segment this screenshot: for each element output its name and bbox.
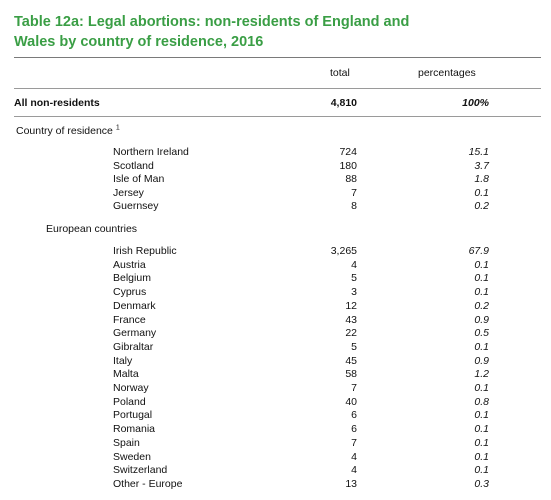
table-row <box>0 244 551 258</box>
row-label: Portugal <box>113 409 153 422</box>
row-total: 7 <box>351 382 357 394</box>
title-line-2: Wales by country of residence, 2016 <box>14 34 264 50</box>
row-percentage: 100% <box>462 97 489 109</box>
row-percentage: 1.8 <box>474 173 489 185</box>
row-percentage: 0.1 <box>474 286 489 299</box>
top-rule <box>14 57 541 58</box>
row-percentage: 0.2 <box>474 299 489 312</box>
row-percentage: 15.1 <box>468 146 489 158</box>
row-percentage: 0.8 <box>474 395 489 408</box>
row-percentage: 0.1 <box>474 340 489 353</box>
row-total: 180 <box>339 159 357 172</box>
table-row <box>0 367 551 381</box>
table-row <box>0 463 551 477</box>
row-total: 7 <box>351 186 357 199</box>
table-row <box>0 450 551 464</box>
table-title <box>14 12 534 52</box>
table-row <box>0 145 551 159</box>
row-percentage: 0.1 <box>474 464 489 477</box>
row-total: 3 <box>351 286 357 299</box>
row-label: Switzerland <box>113 464 168 477</box>
row-total: 7 <box>351 436 357 449</box>
row-total: 12 <box>345 299 357 312</box>
row-label: Austria <box>113 258 146 271</box>
row-total: 5 <box>351 340 357 353</box>
row-total: 4,810 <box>330 97 357 109</box>
row-label: Gibraltar <box>113 340 154 353</box>
row-total: 13 <box>345 477 357 490</box>
row-percentage: 0.1 <box>474 436 489 449</box>
row-label: Italy <box>113 354 133 367</box>
row-total: 40 <box>345 395 357 408</box>
row-label: Romania <box>113 423 156 436</box>
header-rule <box>14 88 541 89</box>
table-row <box>0 477 551 491</box>
row-label: Spain <box>113 436 140 449</box>
table-row <box>0 395 551 409</box>
row-percentage: 0.1 <box>474 423 489 436</box>
row-label: Other - Europe <box>113 477 183 490</box>
row-total: 5 <box>351 272 357 285</box>
row-total: 4 <box>351 258 357 271</box>
table-row <box>0 199 551 213</box>
footnote-marker: 1 <box>115 124 120 132</box>
row-percentage: 0.3 <box>474 477 489 490</box>
row-label: Norway <box>113 382 149 394</box>
table-row <box>0 408 551 422</box>
table-row <box>0 326 551 340</box>
row-percentage: 0.1 <box>474 450 489 463</box>
row-label: Denmark <box>113 299 156 312</box>
row-total: 3,265 <box>330 245 357 257</box>
table-row <box>0 299 551 313</box>
row-label: Malta <box>113 368 139 381</box>
row-percentage: 67.9 <box>468 245 489 257</box>
row-label: All non-residents <box>14 97 100 109</box>
table-row <box>0 381 551 395</box>
column-header-total: total <box>330 67 350 79</box>
row-label: Northern Ireland <box>113 146 189 158</box>
row-total: 6 <box>351 409 357 422</box>
row-total: 43 <box>345 313 357 326</box>
row-total: 8 <box>351 200 357 212</box>
row-total: 45 <box>345 354 357 367</box>
row-percentage: 0.1 <box>474 382 489 394</box>
row-percentage: 0.1 <box>474 258 489 271</box>
all-non-residents-row <box>0 96 551 110</box>
row-label: France <box>113 313 146 326</box>
row-label: Jersey <box>113 186 144 199</box>
row-total: 724 <box>339 146 357 158</box>
table-row <box>0 436 551 450</box>
row-label: Sweden <box>113 450 151 463</box>
all-row-rule <box>14 116 541 117</box>
column-header-percentages: percentages <box>418 67 476 79</box>
row-label: Irish Republic <box>113 245 177 257</box>
table-row <box>0 340 551 354</box>
row-total: 4 <box>351 450 357 463</box>
table-row <box>0 186 551 200</box>
row-percentage: 0.5 <box>474 327 489 340</box>
table-row <box>0 285 551 299</box>
row-label: Belgium <box>113 272 151 285</box>
row-total: 88 <box>345 173 357 185</box>
row-percentage: 0.1 <box>474 186 489 199</box>
row-label: Isle of Man <box>113 173 165 185</box>
row-label: Scotland <box>113 159 154 172</box>
section-label: Country of residence <box>16 125 113 137</box>
row-percentage: 3.7 <box>474 159 489 172</box>
row-label: Germany <box>113 327 157 340</box>
table-row <box>0 313 551 327</box>
section-country-of-residence <box>16 124 120 138</box>
row-percentage: 0.2 <box>474 200 489 212</box>
table-row <box>0 354 551 368</box>
row-label: Cyprus <box>113 286 147 299</box>
row-percentage: 0.1 <box>474 409 489 422</box>
title-line-1: Table 12a: Legal abortions: non-residents of England and <box>14 14 410 30</box>
row-total: 6 <box>351 423 357 436</box>
row-label: Poland <box>113 395 146 408</box>
row-percentage: 0.1 <box>474 272 489 285</box>
row-percentage: 1.2 <box>474 368 489 381</box>
row-percentage: 0.9 <box>474 313 489 326</box>
row-total: 22 <box>345 327 357 340</box>
table-row <box>0 159 551 173</box>
row-label: Guernsey <box>113 200 159 212</box>
table-row <box>0 422 551 436</box>
row-total: 4 <box>351 464 357 477</box>
section-european-countries: European countries <box>46 223 138 235</box>
table-row <box>0 258 551 272</box>
row-percentage: 0.9 <box>474 354 489 367</box>
table-row <box>0 172 551 186</box>
table-row <box>0 271 551 285</box>
row-total: 58 <box>345 368 357 381</box>
